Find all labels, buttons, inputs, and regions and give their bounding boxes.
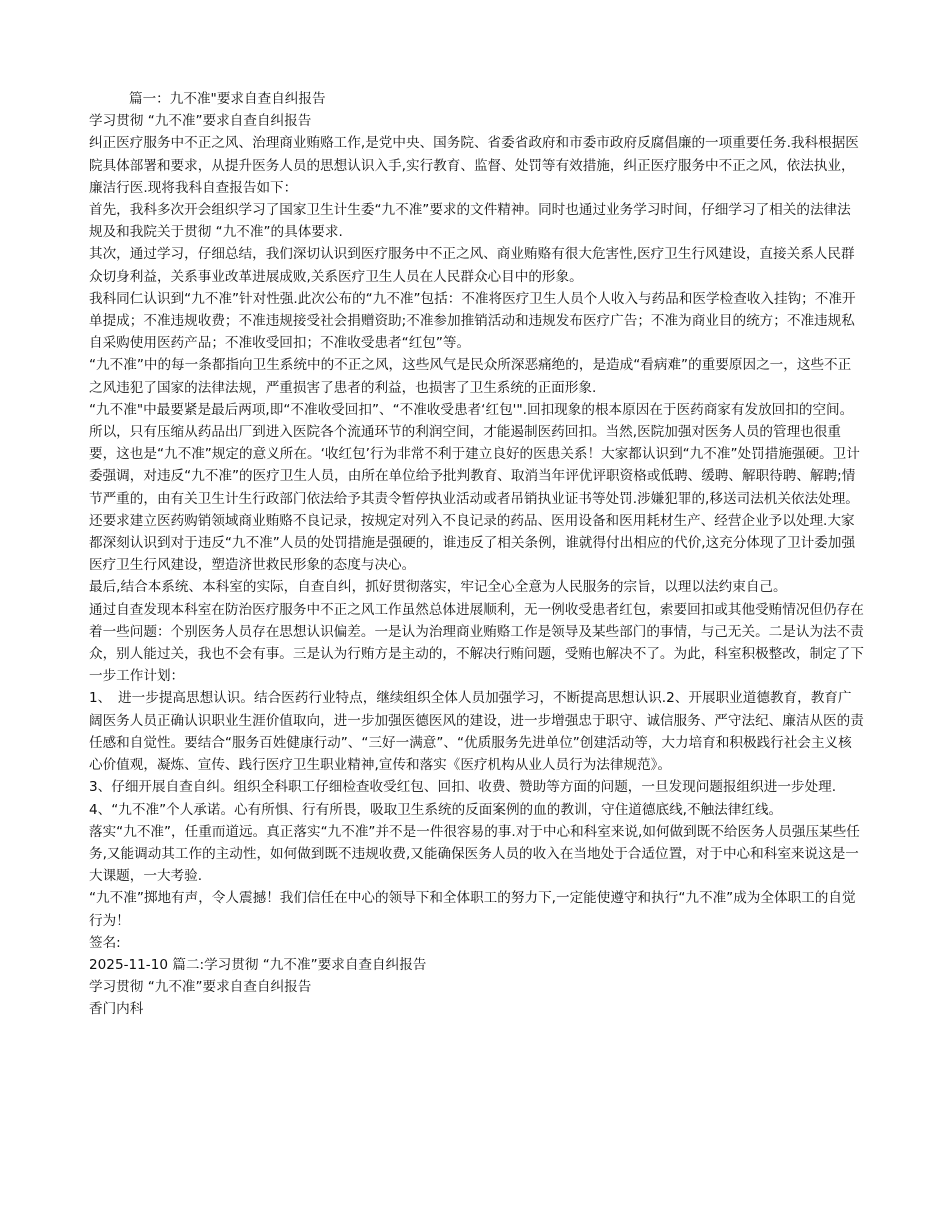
paragraph: “九不准"中最要紧是最后两项,即“不准收受回扣”、“不准收受患者‘红包'".回扣现象的根本原因在于医药商家有发放回扣的空间。所以，只有压缩从药品出厂到进入医院各个流通环节的利润空间，才能遏制医药回扣。当然,医院加强对医务人员的管理也很重要，这也是“九不准”规定的意义所在。‘收红包’行为非常不利于建立良好的医患关系！大家都认识到“九不准”处罚措施强硬。卫计委强调，对违反“九不准”的医疗卫生人员，由所在单位给予批判教育、取消当年评优评职资格或低聘、缓聘、解职待聘、解聘;情节严重的，由有关卫生计生行政部门依法给予其责令暂停执业活动或者吊销执业证书等处罚.涉嫌犯罪的,移送司法机关依法处理。还要求建立医药购销领域商业贿赂不良记录，按规定对列入不良记录的药品、医用设备和医用耗材生产、经营企业予以处理.大家都深刻认识到对于违反“九不准”人员的处罚措施是强硬的，谁违反了相关条例，谁就得付出相应的代价,这充分体现了卫计委加强医疗卫生行风建设，塑造济世救民形象的态度与决心。 — [89, 401, 860, 574]
paragraph: 通过自查发现本科室在防治医疗服务中不正之风工作虽然总体进展顺利，无一例收受患者红包，索要回扣或其他受贿情况但仍存在着一些问题：个别医务人员存在思想认识偏差。一是认为治理商业贿赂工作是领导及某些部门的事情，与己无关。二是认为法不责众，别人能过关，我也不会有事。三是认为行贿方是主动的，不解决行贿问题，受贿也解决不了。为此，科室积极整改，制定了下一步工作计划： — [89, 601, 864, 685]
paragraph: 4、“九不准”个人承诺。心有所惧、行有所畏，吸取卫生系统的反面案例的血的教训，守住道德底线,不触法律红线。 — [89, 801, 783, 818]
paragraph: 首先，我科多次开会组织学习了国家卫生计生委“九不准”要求的文件精神。同时也通过业务学习时间，仔细学习了相关的法律法规及和我院关于贯彻 “九不准”的具体要求. — [89, 202, 851, 241]
paragraph: 落实“九不准”，任重而道远。真正落实“九不准”并不是一件很容易的事.对于中心和科室来说,如何做到既不给医务人员强压某些任务,又能调动其工作的主动性，如何做到既不违规收费,又能确保医务人员的收入在当地处于合适位置，对于中心和科室来说这是一大课题，一大考验. — [89, 823, 860, 885]
paragraph: 最后,结合本系统、本科室的实际，自查自纠，抓好贯彻落实，牢记全心全意为人民服务的宗旨，以理以法约束自己。 — [89, 579, 787, 596]
paragraph: 其次，通过学习，仔细总结，我们深切认识到医疗服务中不正之风、商业贿赂有很大危害性,医疗卫生行风建设，直接关系人民群众切身利益，关系事业改革进展成败,关系医疗卫生人员在人民群众心目中的形象。 — [89, 246, 855, 285]
paragraph: “九不准”中的每一条都指向卫生系统中的不正之风，这些风气是民众所深恶痛绝的，是造成“看病难”的重要原因之一，这些不正之风违犯了国家的法律法规，严重损害了患者的利益，也损害了卫生系统的正面形象. — [89, 357, 852, 396]
paragraph: 3、仔细开展自查自纠。组织全科职工仔细检查收受红包、回扣、收费、赞助等方面的问题，一旦发现问题报组织进一步处理. — [89, 779, 837, 796]
paragraph: “九不准”掷地有声，令人震撼！我们信任在中心的领导下和全体职工的努力下,一定能使遵守和执行“九不准”成为全体职工的自觉行为！ — [89, 890, 856, 929]
paragraph: 纠正医疗服务中不正之风、治理商业贿赂工作,是党中央、国务院、省委省政府和市委市政府反腐倡廉的一项重要任务.我科根据医院具体部署和要求，从提升医务人员的思想认识入手,实行教育、监督、处罚等有效措施，纠正医疗服务中不正之风，依法执业，廉洁行医.现将我科自查报告如下： — [89, 135, 859, 196]
paragraph: 学习贯彻 “九不准”要求自查自纠报告 — [89, 113, 312, 130]
document-heading: 篇一：九不准"要求自查自纠报告 — [129, 91, 326, 107]
date-and-next-heading: 2025-11-10 篇二:学习贯彻 “九不准”要求自查自纠报告 — [89, 956, 427, 973]
paragraph: 1、 进一步提高思想认识。结合医药行业特点，继续组织全体人员加强学习，不断提高思想认识.2、开展职业道德教育，教育广阔医务人员正确认识职业生涯价值取向，进一步加强医德医风的建设，进一步增强忠于职守、诚信服务、严守法纪、廉洁从医的责任感和自觉性。要结合“服务百姓健康行动”、“三好一满意”、“优质服务先进单位”创建活动等，大力培育和积极践行社会主义核心价值观，凝炼、宣传、践行医疗卫生职业精神,宣传和落实《医疗机构从业人员行为法律规范》。 — [89, 690, 864, 774]
signature-label: 签名: — [89, 934, 121, 951]
department-name: 香门内科 — [89, 1001, 144, 1018]
document-body — [89, 88, 864, 1021]
paragraph: 学习贯彻 “九不准”要求自查自纠报告 — [89, 979, 312, 996]
paragraph: 我科同仁认识到“九不准”针对性强.此次公布的“九不准”包括：不准将医疗卫生人员个人收入与药品和医学检查收入挂钩；不准开单提成；不准违规收费；不准违规接受社会捐赠资助;不准参加推销活动和违规发布医疗广告；不准为商业目的统方；不准违规私自采购使用医药产品；不准收受回扣；不准收受患者“红包”等。 — [89, 290, 856, 352]
